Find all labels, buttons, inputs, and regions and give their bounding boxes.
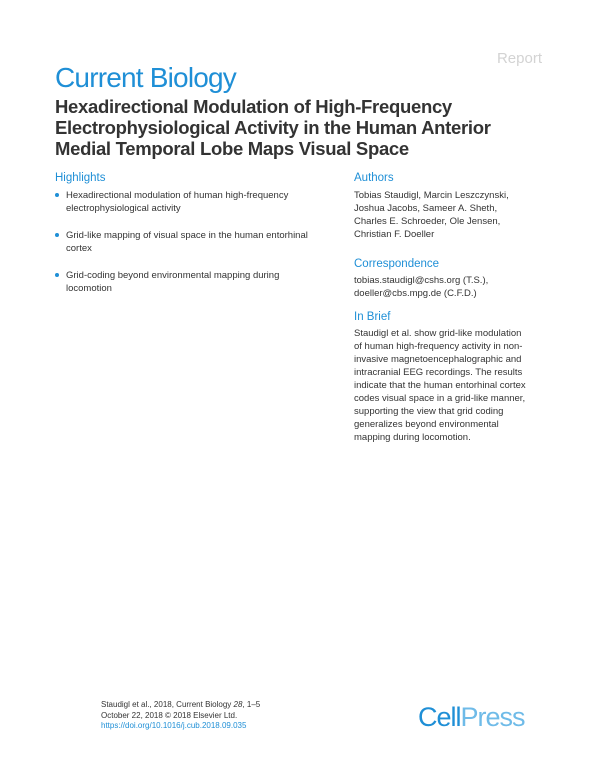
- in-brief-section: [354, 311, 554, 444]
- highlight-item: Grid-coding beyond environmental mapping during locomotion: [55, 269, 325, 295]
- authors-list: Tobias Staudigl, Marcin Leszczynski, Joshua Jacobs, Sameer A. Sheth, Charles E. Schroeder, Ole Jensen, Christian F. Doeller: [354, 190, 509, 240]
- citation-footer: Staudigl et al., 2018, Current Biology 28, 1–5 October 22, 2018 © 2018 Elsevier Ltd. https://doi.org/10.1016/j.cub.2018.09.035: [101, 700, 261, 730]
- doi-link[interactable]: https://doi.org/10.1016/j.cub.2018.09.035: [101, 721, 247, 730]
- email-link[interactable]: doeller@cbs.mpg.de (C.F.D.): [354, 288, 477, 299]
- bullet-icon: [55, 193, 59, 197]
- journal-name: Current Biology: [55, 62, 236, 93]
- highlights-section: [55, 172, 325, 294]
- title-line: Medial Temporal Lobe Maps Visual Space: [55, 138, 409, 159]
- in-brief-heading: In Brief: [354, 311, 391, 323]
- correspondence-section: [354, 258, 554, 300]
- article-title: [55, 96, 555, 159]
- correspondence-heading: Correspondence: [354, 258, 440, 270]
- highlight-item: Grid-like mapping of visual space in the human entorhinal cortex: [55, 229, 325, 255]
- correspondence-emails: [354, 274, 554, 300]
- bullet-icon: [55, 233, 59, 237]
- report-label: Report: [496, 50, 542, 67]
- bullet-icon: [55, 273, 59, 277]
- cellpress-logo: CellPress: [418, 702, 525, 732]
- authors-heading: Authors: [354, 172, 394, 184]
- in-brief-text: Staudigl et al. show grid-like modulation of human high-frequency activity in non- invasive magnetoencephalographic and intracranial EEG recordings. The results indicate that the human entorhinal cortex codes visual space in a grid-like manner, supporting the view that grid coding generalizes beyond environmental mapping during locomotion.: [354, 328, 526, 443]
- highlights-heading: Highlights: [55, 172, 106, 184]
- highlights-list: [55, 189, 325, 309]
- authors-section: [354, 172, 554, 241]
- title-line: Hexadirectional Modulation of High-Frequency: [55, 96, 452, 117]
- highlight-item: Hexadirectional modulation of human high-frequency electrophysiological activity: [55, 189, 325, 215]
- email-link[interactable]: tobias.staudigl@cshs.org (T.S.),: [354, 275, 489, 286]
- title-line: Electrophysiological Activity in the Human Anterior: [55, 117, 491, 138]
